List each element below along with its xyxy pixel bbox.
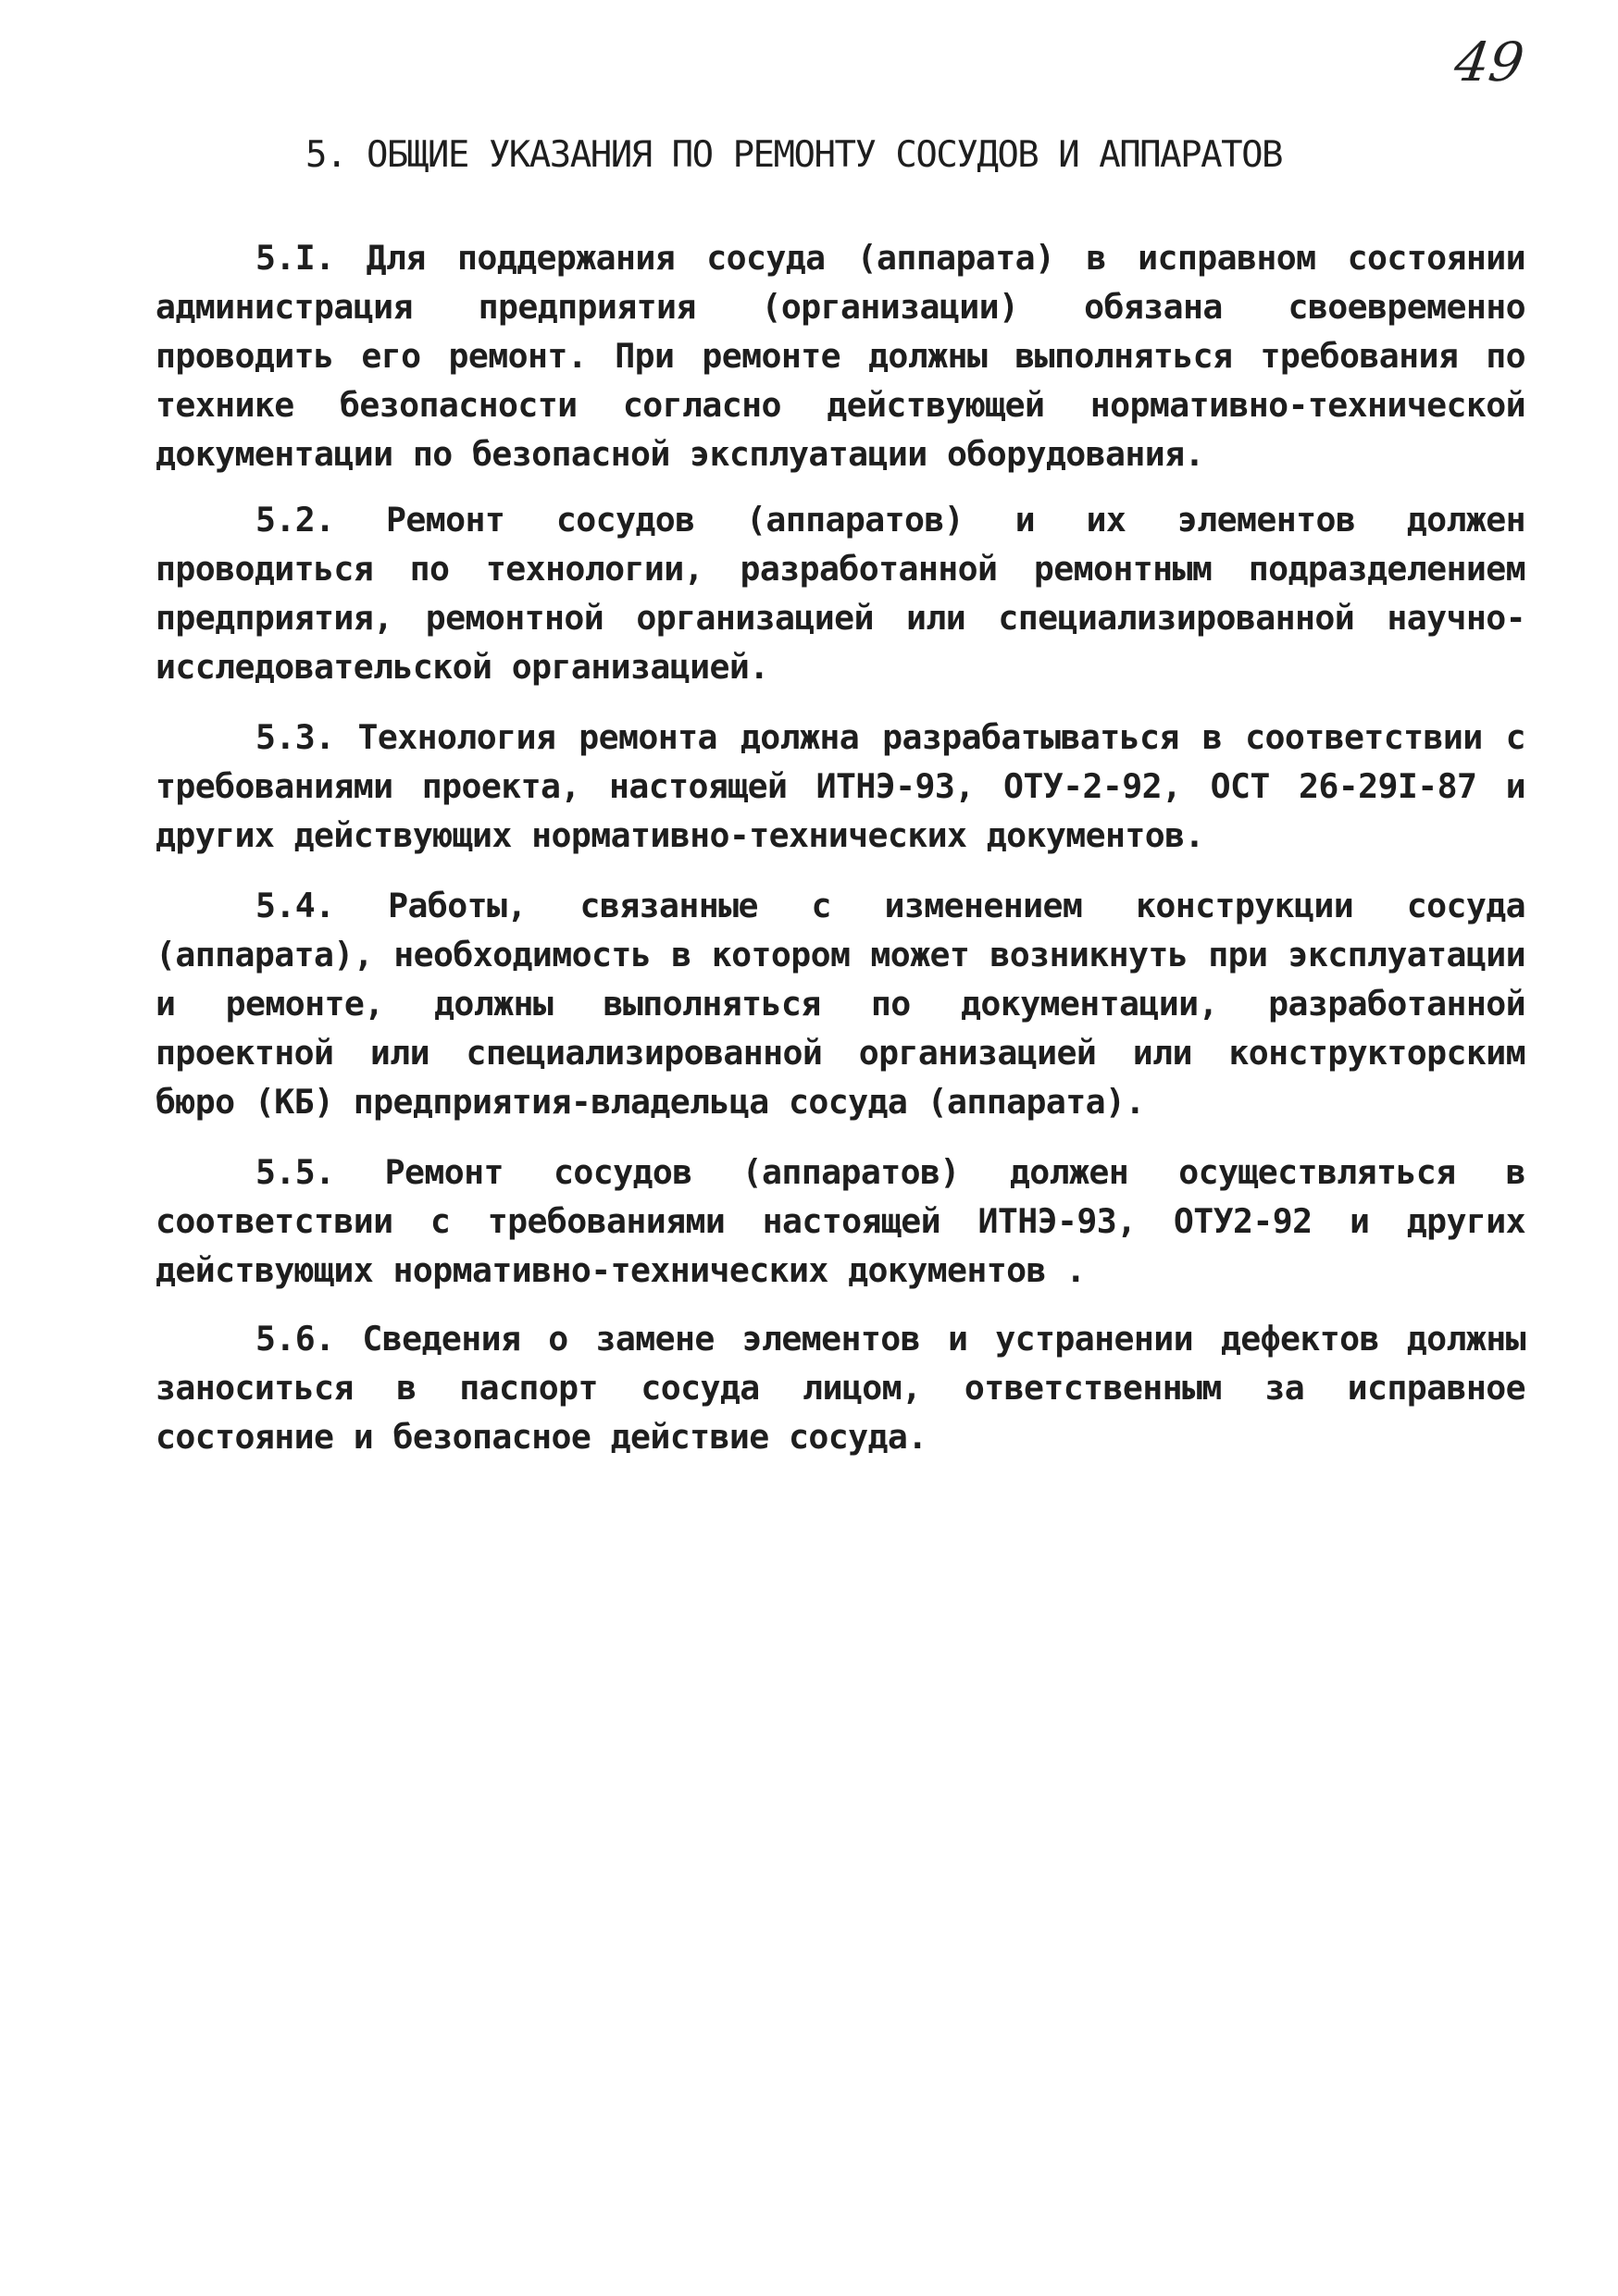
paragraph-5-6: 5.6. Сведения о замене элементов и устранении дефектов должны заноситься в паспорт сосуда лицом, ответственным за исправное состояние и безопасное действие сосуда. <box>156 1319 1525 1457</box>
paragraph-5-1: 5.I. Для поддержания сосуда (аппарата) в исправном состоянии администрация предприятия (организации) обязана своевременно проводить его ремонт. При ремонте должны выполняться требования по технике безопасности согласно действующей нормативно-технической документации по безопасной эксплуатации оборудования. <box>156 238 1525 474</box>
paragraph-5-2: 5.2. Ремонт сосудов (аппаратов) и их элементов должен проводиться по технологии, разработанной ремонтным подразделением предприятия, ремонтной организацией или специализированной научно-исследовательской организацией. <box>156 500 1525 687</box>
section-title: 5. ОБЩИЕ УКАЗАНИЯ ПО РЕМОНТУ СОСУДОВ И АППАРАТОВ <box>305 134 1283 176</box>
page-number: 49 <box>1450 31 1528 93</box>
paragraph-5-4: 5.4. Работы, связанные с изменением конструкции сосуда (аппарата), необходимость в котором может возникнуть при эксплуатации и ремонте, должны выполняться по документации, разработанной проектной или специализированной организацией или конструкторским бюро (КБ) предприятия-владельца сосуда (аппарата). <box>156 886 1525 1122</box>
paragraph-5-5: 5.5. Ремонт сосудов (аппаратов) должен осуществляться в соответствии с требованиями настоящей ИТНЭ-93, ОТУ2-92 и других действующих нормативно-технических документов . <box>156 1152 1525 1290</box>
paragraph-5-3: 5.3. Технология ремонта должна разрабатываться в соответствии с требованиями проекта, настоящей ИТНЭ-93, ОТУ-2-92, ОСТ 26-29I-87 и других действующих нормативно-технических документов. <box>156 717 1525 855</box>
